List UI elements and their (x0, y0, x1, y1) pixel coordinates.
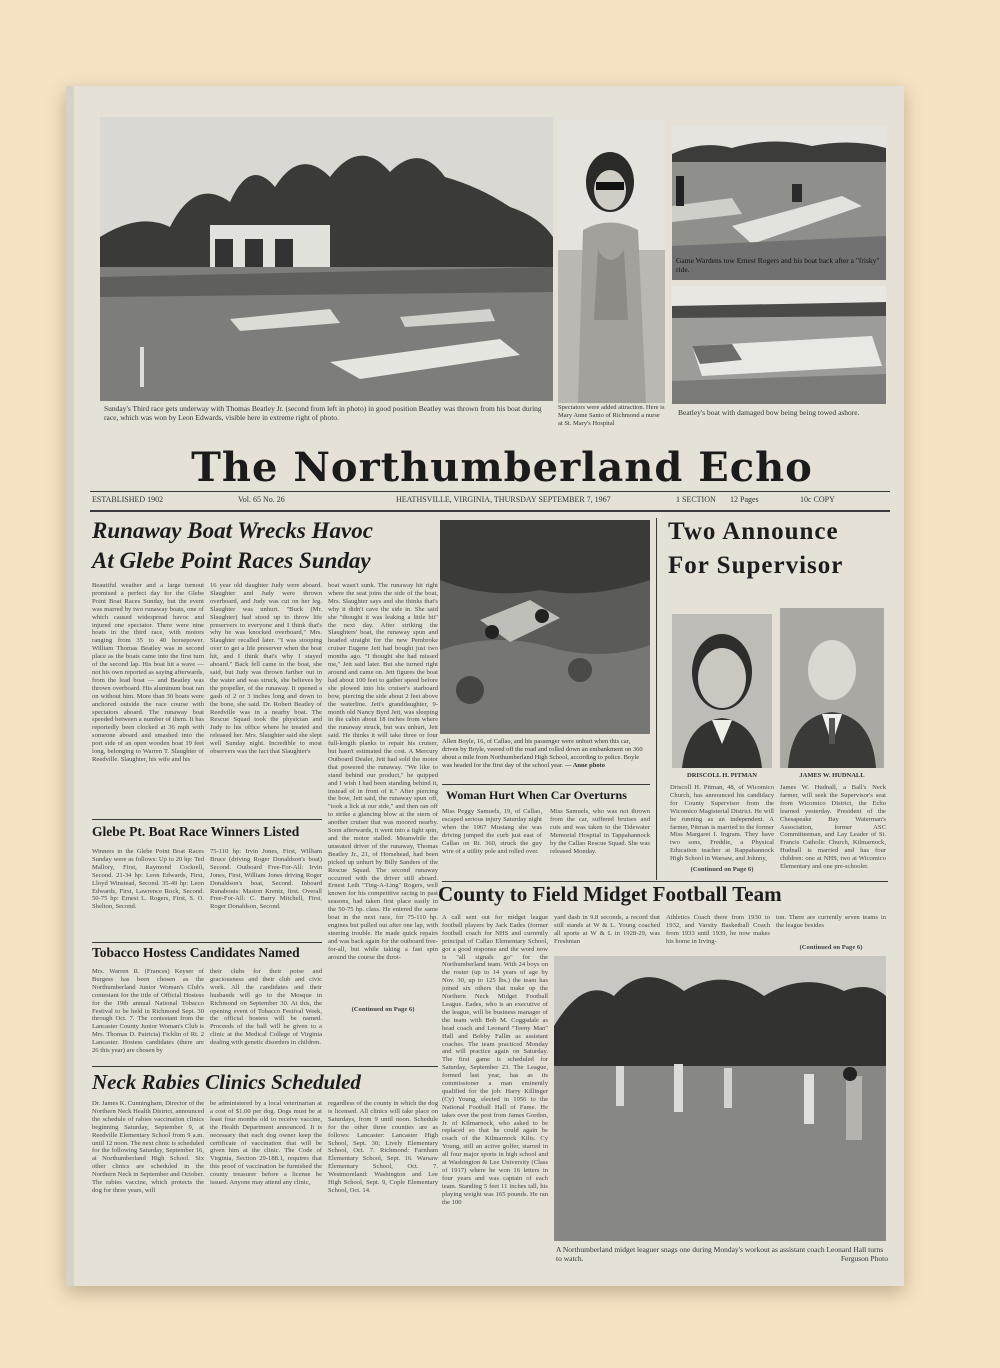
boat-race-photo (100, 117, 553, 401)
rabies-column-1: Dr. James K. Cunningham, Director of the Northern Neck Health District, announced the schedule of rabies vaccination clinics beginning Saturday, September 9, at Reedville Elementary School from 9 a.m. until 12 noon. The next clinic is scheduled for the following Saturday, September 16, at Northumberland High School. Six other clinics are scheduled in the Northern Neck in September and October. The rabies vaccine, which protects the dog for three years, will (92, 1100, 204, 1194)
football-column-3: Athletics Coach there from 1930 to 1932, and Varsity Basketball Coach from 1933 until 1939, he now makes his home in Irving- (666, 914, 770, 945)
football-photo-caption (556, 1245, 888, 1263)
rabies-rule (92, 1066, 438, 1067)
pitman-name: DRISCOLL H. PITMAN (687, 772, 757, 779)
football-column-4: ton. There are currently seven teams in the league besides (776, 914, 886, 929)
damaged-boat-caption: Beatley's boat with damaged bow being being towed ashore. (678, 408, 860, 417)
spectator-woman-caption: Spectators were added attraction. Here is Mary Anne Santo of Richmond a nurse at St. Mary's Hospital (558, 404, 665, 427)
tow-boat-caption: Game Wardens tow Ernest Rogers and his boat back after a "frisky" ride. (676, 256, 880, 274)
tobacco-headline: Tobacco Hostess Candidates Named (92, 945, 300, 960)
winners-rule (92, 819, 322, 820)
runaway-headline-2: At Glebe Point Races Sunday (92, 548, 371, 573)
football-column-2: yard dash in 9.8 seconds, a record that still stands at W & L. Young coached all sports at W & L in 1928-29, was Freshman (554, 914, 660, 945)
runaway-continued: (Continued on Page 6) (351, 1006, 415, 1013)
car-crash-caption-text: Allen Boyle, 16, of Callao, and his passenger were unhurt when this car, driven by Boyle, veered off the road and rolled down an embankment on 360 about a mile from Northumberland High School, according to police. Boyle was headed for the first day of the school year. (442, 738, 643, 769)
rabies-headline: Neck Rabies Clinics Scheduled (92, 1070, 361, 1094)
masthead-rule-bottom (90, 510, 890, 512)
rabies-column-3: regardless of the county in which the dog is licensed. All clinics will take place on Saturdays, from 9 until noon. Schedule for the other three counties are as follows: Lancaster: Lancaster High School, Sept. 30; Lively Elementary School, Oct. 7. Richmond: Farnham Elementary School, Sept. 16. Warsaw Elementary School, Oct. 7. Westmoreland: Washington and Lee High School, Sept. 9, Cople Elementary School, Oct. 14. (328, 1100, 438, 1194)
boat-race-photo-caption: Sunday's Third race gets underway with Thomas Beatley Jr. (second from left in photo) in good position Beatley was thrown from his boat during race, which was won by Leon Edwards, visible here in extreme right of photo. (104, 404, 542, 422)
car-crash-photo (440, 520, 650, 734)
hudnall-portrait (780, 608, 884, 768)
masthead-title: The Northumberland Echo (191, 444, 813, 491)
winners-column-1: Winners in the Glebe Point Boat Races Sunday were as follows: Up to 20 hp: Ted Mallory, First, Raymond Cockrell, Second. 21-34 hp: Leon Edwards, First, Lloyd Winstead, Second. 35-49 hp: Leon Edwards, First, Lawrence Rock, Second. 50-75 hp: Ernest L. Rogers, First, S. O. Shelton, Second. (92, 848, 204, 911)
winners-headline: Glebe Pt. Boat Race Winners Listed (92, 824, 300, 839)
supervisor-headline-2: For Supervisor (668, 552, 844, 579)
runaway-column-1: Beautiful weather and a large turnout promised a perfect day for the Glebe Point Boat Races Sunday, but the event was marred by two runaway boats, one of which caused widespread havoc and injured one spectator. There were nine boats in the third race, with motors ranging from 35 to 40 horsepower. William Thomas Beatley was in second place as the boats came into the first turn of the second lap. His boat hit a wave — not his own reported as saying afterwards, from the lead boat — and Beatley was thrown overboard. His aluminum boat ran on without him. More than 30 boats were anchored outside the race course with spectators aboard. The runaway boat speeded between a number of them. It has reportedly been clocked at 36 mph with someone aboard and smashed into the port side of an open wooden boat 19 feet long, belonging to Warren T. Slaughter of Reedville. Slaughter, his wife and his (92, 582, 204, 763)
spectator-woman-photo (558, 120, 665, 403)
pages-label: 12 Pages (730, 495, 759, 504)
supervisor-column-2: James W. Hudnall, a Ball's Neck farmer, will seek the Supervisor's seat from Wicomico District, the Echo learned yesterday. President of the Chesapeake Bay Waterman's Association, former ASC Committeeman, and Lay Leader of St. Francis Catholic Church, Kilmarnock, Hudnall is married and has four children: one at NHS, two at Wicomico Elementary and one pre-schooler. (780, 784, 886, 871)
football-photo-credit: Ferguson Photo (840, 1254, 888, 1263)
tobacco-rule (92, 942, 322, 943)
crash-headline: Woman Hurt When Car Overturns (446, 788, 627, 802)
runaway-headline-1: Runaway Boat Wrecks Havoc (92, 518, 373, 543)
football-continued: (Continued on Page 6) (799, 944, 863, 951)
rabies-column-2: be administered by a local veterinarian at a cost of $1.00 per dog. Dogs must be at least four months old to receive vaccine, the Health Department announced. It is necessary that each dog owner keep the certificate of vaccination that will be given him at the clinic. The Code of Virginia, Section 29-188.1, requires that this proof of vaccination be furnished the county treasurer before a license be issued. Anyone may attend any clinic, (210, 1100, 322, 1187)
football-headline: County to Field Midget Football Team (438, 882, 782, 906)
car-crash-credit: — Anne photo (564, 762, 606, 769)
football-caption-text: A Northumberland midget leaguer snags one during Monday's workout as assistant coach Leonard Hall turns to watch. (556, 1245, 884, 1263)
hudnall-name: JAMES W. HUDNALL (799, 772, 865, 779)
supervisor-column-1: Driscoll H. Pitman, 48, of Wicomico Church, has announced his candidacy for County Supervisor from the Wicomico Magisterial District. He will be running as an independent. A farmer, Pitman is married to the former Miss Margaret I. Ingram. They have two sons, Freddie, a Physical Education teacher at Rappahannock High School in Warsaw, and Johnny, (670, 784, 774, 863)
established-label: ESTABLISHED 1902 (92, 495, 164, 504)
newspaper-page (66, 86, 904, 1286)
crash-column-2: Miss Samuels, who was not thrown from the car, suffered bruises and cuts and was taken to the Tidewater Memorial Hospital in Tappahannock by the Callao Rescue Squad. She was released Monday. (550, 808, 650, 855)
masthead-rule-top (90, 491, 890, 492)
crash-rule (442, 784, 650, 785)
supervisor-divider (656, 518, 657, 880)
dateline-label: HEATHSVILLE, VIRGINIA, THURSDAY SEPTEMBER 7, 1967 (396, 495, 611, 504)
crash-column-1: Miss Peggy Samuels, 19, of Callao, escaped serious injury Saturday night when the 1967 Mustang she was driving jumped the curb just east of Callao on Rt. 360, struck the guy wire of a utility pole and rolled over. (442, 808, 542, 855)
page-edge (66, 86, 74, 1286)
winners-column-2: 75-110 hp: Irvin Jones, First, William Bruce (driving Roger Donaldson's boat) Second. Outboard Free-For-All: Irvin Jones, First, William Jones driving Roger Donaldson's boat, Second. Inboard Runabouts: Maston Krentz, first. Overall Free-For-All: C. Barry Mitchell, First, Roger Donaldson, Second. (210, 848, 322, 911)
car-crash-caption (442, 738, 648, 770)
pitman-portrait (672, 614, 772, 768)
tobacco-column-1: Mrs. Warren R. (Frances) Keyser of Burgess has been chosen as the Northumberland Junior Woman's Club's contestant for the title of Official Hostess for the 19th annual National Tobacco Festival to be held in Richmond Sept. 30 through Oct. 7. The contestant from the Lancaster County Junior Woman's Club is Mrs. Thomas D. Patricia) Ficklin of Rt. 2 Lancaster. Hostess candidates (there are 26 this year) are chosen by (92, 968, 204, 1055)
volume-label: Vol. 65 No. 26 (238, 495, 285, 504)
supervisor-headline-1: Two Announce (668, 518, 839, 545)
price-label: 10c COPY (800, 495, 835, 504)
section-label: 1 SECTION (676, 495, 716, 504)
runaway-column-3: boat wasn't sunk. The runaway hit right where the seat joins the side of the boat, Mrs. Slaughter says and she thinks that's why it didn't cave the side in. She said she "thought it was leaking a little bit" the next day. After striking the Slaughters' boat, the runaway spun and headed straight for the new Pembroke cruiser Eugene Jett had bought just two months ago. "I thought she had missed me," Jett said later. But she turned right around and came on. Jett figures the boat had about 100 feet to gather speed before she plowed into his cruiser's starboard bow, piercing the side about 2 feet above the waterline. Jett's granddaughter, 9-month old Nancy Byrd Jett, was sleeping in the cabin about 18 inches from where the runaway struck, but was unhurt, Jett said. He thinks it will take three or four full-length planks to repair his cruiser, but hasn't estimated the cost. A Mercury Outboard Dealer, Jett had sold the motor that powered the runaway. "We like to stand behind our product," he quipped and I wish I had been standing behind it, instead of in front of it." After piercing the bow, Jett said, the runaway spun off, "took a lick at our side," and then ran off to strike a glancing blow at the stern of another cruiser that was moored nearby. Soon afterwards, it went into a tight spin, and the motor stalled. Meanwhile the unseated driver of the runaway, Thomas Beatley Jr., 21, of Horsehead, had been picked up unhurt by Billy Sanders of the Rescue Squad. The second runaway occurred with the driver still aboard. Ernest Leth "Ting-A-Ling" Rogers, well known for his competitive racing in past seasons, had taken first place easily in the 50-75 hp. class. He entered the same boat in the next race, for 75-110 hp. engines but pulled out after one lap, with steering trouble. He made quick repairs and was back again for the outboard free-for-all, but while taking a fast spin around the course the throt- (328, 582, 438, 961)
damaged-boat-photo (672, 286, 886, 404)
runaway-column-2: 16 year old daughter Judy were aboard. Slaughter and Judy were thrown overboard, and Judy was cut on her leg. Slaughter was unhurt. "Buck (Mr. Slaughter) had stood up to throw life preservers to everyone and I think that's why he was knocked overboard," Mrs. Slaughter recalled later. "I was stooping over to get a life preserver when the boat hit, and I think that's why I stayed aboard." Back fell came to the boat, she said, but Judy was thrown farther out in the water and was struck, she believes by the propeller, of the runaway. It opened a gash of 2 or 3 inches long and down to the bone, she said. Dr. Robert Beatley of Reedville was in a nearby boat. The Rescue Squad took the physician and Judy to his office where he treated and released her. Mrs. Slaughter said she slept well Sunday night. Incredible to most observers was the fact that Slaughter's (210, 582, 322, 756)
supervisor-continued: (Continued on Page 6) (690, 866, 754, 873)
tobacco-column-2: their clubs for their poise and graciousness and their club and civic work. All the candidates and their husbands will go to the Mosque in Richmond on September 30. At this, the opening event of Tobacco Festival Week, the official hostess will be named. Proceeds of the ball will be given to a clinic at the Medical College of Virginia dealing with genetic disorders in children. (210, 968, 322, 1047)
football-column-1: A call sent out for midget league football players by Jack Eades (former football coach for NHS and currently principal of Callao Elementary School, got a good response and the word now is "all signals go" for the Northumberland team. With 24 boys on the roster (up to 14 years of age by Nov. 30, up to 125 lbs.) the team has joined six others that make up the Northern Neck Midget Football League. Eades, who is an executive of the league, will be business manager of the team with Bob M. Coggsdale as head coach and Leonard "Teeny Man" Hall and Bobby Fallin as assistant coaches. The team practiced Monday and will practice again on Saturday. The first game is scheduled for Saturday, September 23. The League, formed last year, has as its commissioner a man eminently qualified for the job: Harry Killinger (Cy) Young, elected in 1956 to the National Football Hall of Fame. He takes over the post from James Gordon, Jr. of Kilmarnock, who asked to be replaced so that he could again be coach of the Kilmarnock Kilts. Cy Young, still an active golfer, starred in all four major sports in high school and at Washington & Lee University (Class of 1917) where he won 16 letters in four years and was captain of each team. Standing 5 feet 11 inches tall, his playing weight was 165 pounds. He ran the 100 (442, 914, 548, 1206)
football-practice-photo (554, 956, 886, 1241)
